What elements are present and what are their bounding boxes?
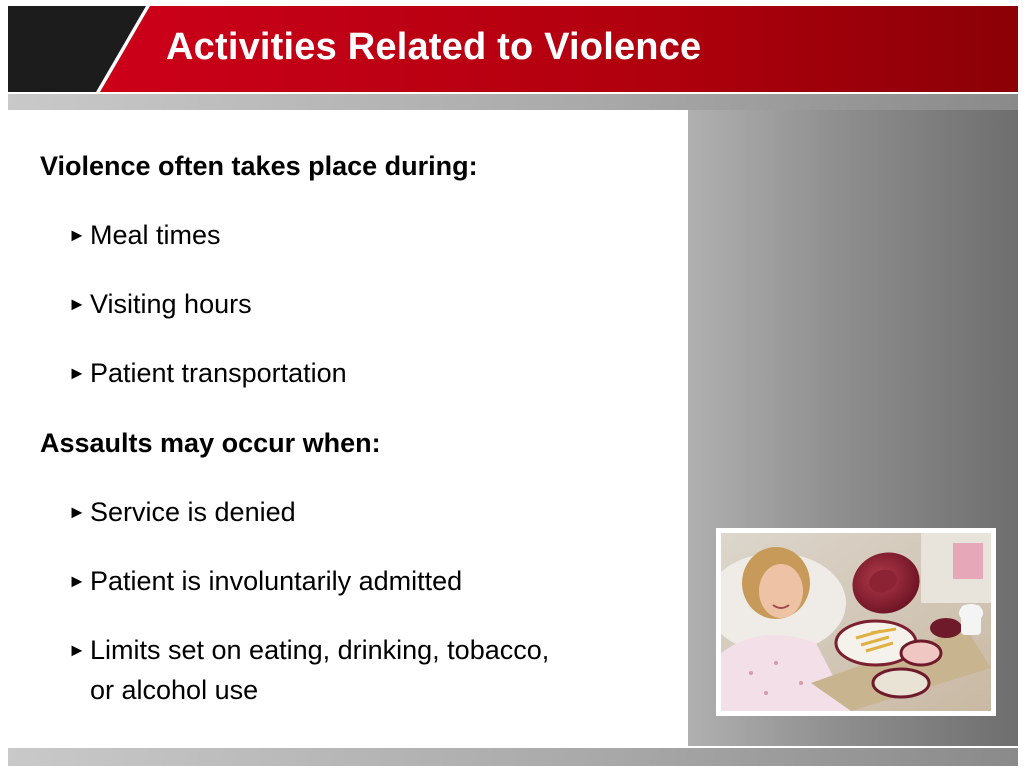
bullet-item <box>40 561 670 601</box>
bullet-text: Patient is involuntarily admitted <box>90 566 463 596</box>
bullet-text: Visiting hours <box>90 289 252 319</box>
slide-content <box>40 146 670 710</box>
bullet-arrow-icon: ► <box>68 294 86 314</box>
bullet-arrow-icon: ► <box>68 225 86 245</box>
bullet-item <box>40 284 670 324</box>
bullet-item <box>40 630 560 710</box>
bullet-item <box>40 353 670 393</box>
title-bar <box>8 6 1018 92</box>
bullet-arrow-icon: ► <box>68 640 86 660</box>
photo-frame <box>716 528 996 716</box>
bullet-arrow-icon: ► <box>68 363 86 383</box>
section-heading-violence: Violence often takes place during: <box>40 151 478 181</box>
section-heading-assaults: Assaults may occur when: <box>40 428 381 458</box>
bullet-text: Limits set on eating, drinking, tobacco, or alcohol use <box>90 635 550 705</box>
bullet-arrow-icon: ► <box>68 571 86 591</box>
bullet-text: Service is denied <box>90 497 296 527</box>
header-gray-band <box>8 94 1018 110</box>
footer-gray-band <box>8 748 1018 766</box>
patient-meal-photo-icon <box>721 533 991 711</box>
bullet-arrow-icon: ► <box>68 502 86 522</box>
bullet-item <box>40 215 670 255</box>
bullet-item <box>40 492 670 532</box>
bullet-text: Patient transportation <box>90 358 347 388</box>
slide-title: Activities Related to Violence <box>166 26 702 68</box>
bullet-text: Meal times <box>90 220 221 250</box>
